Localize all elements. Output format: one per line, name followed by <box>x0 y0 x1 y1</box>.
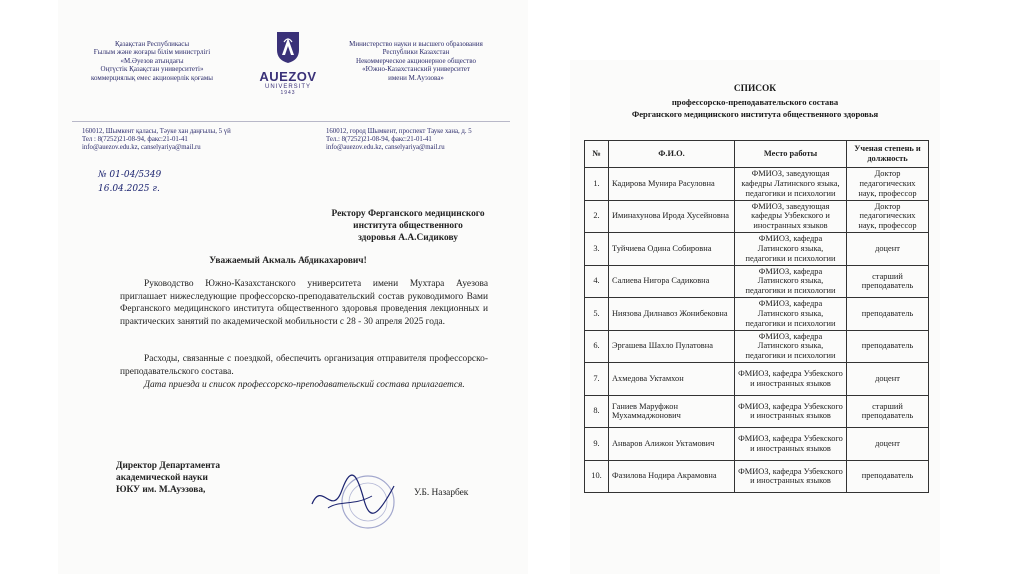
table-row <box>585 428 929 461</box>
row-degree: доцент <box>847 428 929 461</box>
address-line: Тел.: 8(7252)21-08-94, факс:21-01-41 <box>326 136 432 144</box>
row-workplace: ФМИОЗ, кафедра Узбекского и иностранных языков <box>735 428 847 461</box>
address-line: info@auezov.edu.kz, canselyariya@mail.ru <box>326 144 445 152</box>
row-degree: доцент <box>847 363 929 396</box>
column-header-workplace: Место работы <box>735 141 847 168</box>
row-name: Кадирова Мунира Расуловна <box>609 168 735 201</box>
row-workplace: ФМИОЗ, кафедра Узбекского и иностранных языков <box>735 460 847 493</box>
row-number: 6. <box>585 330 609 363</box>
row-workplace: ФМИОЗ, кафедра Латинского языка, педагогики и психологии <box>735 298 847 331</box>
signatory-title-line: академической науки <box>116 473 208 483</box>
university-logo <box>248 30 328 110</box>
table-row <box>585 460 929 493</box>
row-number: 10. <box>585 460 609 493</box>
letter-paragraph: Руководство Южно-Казахстанского университета имени Мухтара Ауезова приглашает нижеследующие профессорско-преподавательский состав руководимого Вами Ферганского медицинского института общественного здоровья проведения лекционных и практических занятий по академической мобильности с 28 - 30 апреля 2025 года. <box>120 279 488 327</box>
row-name: Ниязова Дилнавоз Жонибековна <box>609 298 735 331</box>
letterhead-line: Министерство науки и высшего образования <box>349 40 483 48</box>
list-subtitle: Ферганского медицинского института общественного здоровья <box>631 109 879 119</box>
row-degree: Доктор педагогических наук, профессор <box>847 200 929 233</box>
signature-and-stamp-icon <box>298 460 408 530</box>
invitation-letter <box>58 0 528 574</box>
signatory-title-line: ЮКУ им. М.Ауэзова, <box>116 485 206 495</box>
row-degree: преподаватель <box>847 460 929 493</box>
letterhead-line: Қазақстан Республикасы <box>114 40 190 48</box>
letterhead-kazakh <box>72 40 232 82</box>
column-header-degree: Ученая степень и должность <box>847 141 929 168</box>
address-kazakh <box>82 128 292 153</box>
column-header-name: Ф.И.О. <box>609 141 735 168</box>
row-name: Анваров Алижон Уктамович <box>609 428 735 461</box>
table-header-row <box>585 141 929 168</box>
letterhead-line: Республики Казахстан <box>382 48 450 57</box>
row-name: Туйчиева Одина Собировна <box>609 233 735 266</box>
table-row <box>585 233 929 266</box>
logo-subtitle: UNIVERSITY <box>264 84 311 90</box>
row-number: 9. <box>585 428 609 461</box>
signatory-name: У.Б. Назарбек <box>414 488 469 498</box>
row-number: 1. <box>585 168 609 201</box>
letterhead-line: Оңтүстік Қазақстан университеті» <box>100 65 204 74</box>
row-degree: доцент <box>847 233 929 266</box>
letterhead-line: коммерциялық емес акционерлік қоғамы <box>91 73 213 82</box>
table-row <box>585 330 929 363</box>
registration-number: № 01-04/5349 <box>98 170 162 180</box>
row-name: Иминахунова Ирода Хусейновна <box>609 200 735 233</box>
row-workplace: ФМИОЗ, кафедра Узбекского и иностранных языков <box>735 395 847 428</box>
greeting: Уважаемый Акмаль Абдикахарович! <box>209 256 367 266</box>
row-number: 8. <box>585 395 609 428</box>
row-number: 5. <box>585 298 609 331</box>
table-row <box>585 395 929 428</box>
auezov-emblem-icon <box>273 30 303 64</box>
row-degree: старший преподаватель <box>847 395 929 428</box>
address-russian <box>326 128 526 153</box>
signatory-title-line: Директор Департамента <box>116 461 221 471</box>
letterhead-line: Ғылым және жоғары білім министрлігі <box>93 48 211 57</box>
row-degree: Доктор педагогических наук, профессор <box>847 168 929 201</box>
table-row <box>585 363 929 396</box>
row-name: Салиева Нигора Садиковна <box>609 265 735 298</box>
row-name: Эргашева Шахло Пулатовна <box>609 330 735 363</box>
row-name: Ахмедова Уктамхон <box>609 363 735 396</box>
row-workplace: ФМИОЗ, кафедра Латинского языка, педагогики и психологии <box>735 265 847 298</box>
table-row <box>585 200 929 233</box>
address-line: 160012, город Шымкент, проспект Тауке хана, д. 5 <box>326 128 472 135</box>
addressee-block <box>298 208 518 244</box>
staff-list-page <box>570 60 940 574</box>
letterhead-line: имени М.Ауэзова» <box>388 73 444 82</box>
signatory-title <box>116 460 316 496</box>
row-number: 7. <box>585 363 609 396</box>
address-line: Тел : 8(7252)21-08-94, факс:21-01-41 <box>82 136 188 144</box>
row-number: 2. <box>585 200 609 233</box>
table-row <box>585 298 929 331</box>
letterhead-line: «М.Әуезов атындағы <box>120 56 184 65</box>
address-line: 160012, Шымкент қаласы, Тәуке хан даңғылы, 5 үй <box>82 128 231 135</box>
list-subtitle: профессорско-преподавательского состава <box>671 97 839 107</box>
address-line: info@auezov.edu.kz, canselyariya@mail.ru <box>82 144 201 152</box>
letterhead-line: «Южно-Казахстанский университет <box>362 65 470 74</box>
list-title: СПИСОК <box>733 84 777 94</box>
addressee-line: Ректору Ферганского медицинского <box>331 209 485 219</box>
letter-paragraph: Расходы, связанные с поездкой, обеспечить организация отправителя профессорско-преподавательского состава. <box>120 354 488 377</box>
row-workplace: ФМИОЗ, кафедра Латинского языка, педагогики и психологии <box>735 330 847 363</box>
row-name: Фазилова Нодира Акрамовна <box>609 460 735 493</box>
row-workplace: ФМИОЗ, заведующая кафедры Латинского языка, педагогики и психологии <box>735 168 847 201</box>
letterhead-line: Некоммерческое акционерное общество <box>356 56 476 65</box>
row-workplace: ФМИОЗ, заведующая кафедры Узбекского и иностранных языков <box>735 200 847 233</box>
row-workplace: ФМИОЗ, кафедра Латинского языка, педагогики и психологии <box>735 233 847 266</box>
letterhead-divider <box>72 121 510 122</box>
letterhead-russian <box>326 40 506 82</box>
addressee-line: здоровья А.А.Сидикову <box>358 233 458 243</box>
staff-table <box>584 140 929 493</box>
row-number: 4. <box>585 265 609 298</box>
row-name: Ганиев Маруфжон Мухаммаджонович <box>609 395 735 428</box>
table-row <box>585 265 929 298</box>
addressee-line: института общественного <box>353 221 463 231</box>
row-number: 3. <box>585 233 609 266</box>
row-degree: преподаватель <box>847 330 929 363</box>
row-degree: старший преподаватель <box>847 265 929 298</box>
logo-wordmark: AUEZOV <box>259 69 317 84</box>
logo-year: 1943 <box>280 90 296 96</box>
table-row <box>585 168 929 201</box>
row-degree: преподаватель <box>847 298 929 331</box>
row-workplace: ФМИОЗ, кафедра Узбекского и иностранных языков <box>735 363 847 396</box>
column-header-number: № <box>585 141 609 168</box>
attachment-note: Дата приезда и список профессорско-преподавательский состава прилагается. <box>144 380 465 390</box>
registration-date: 16.04.2025 г. <box>98 184 160 194</box>
